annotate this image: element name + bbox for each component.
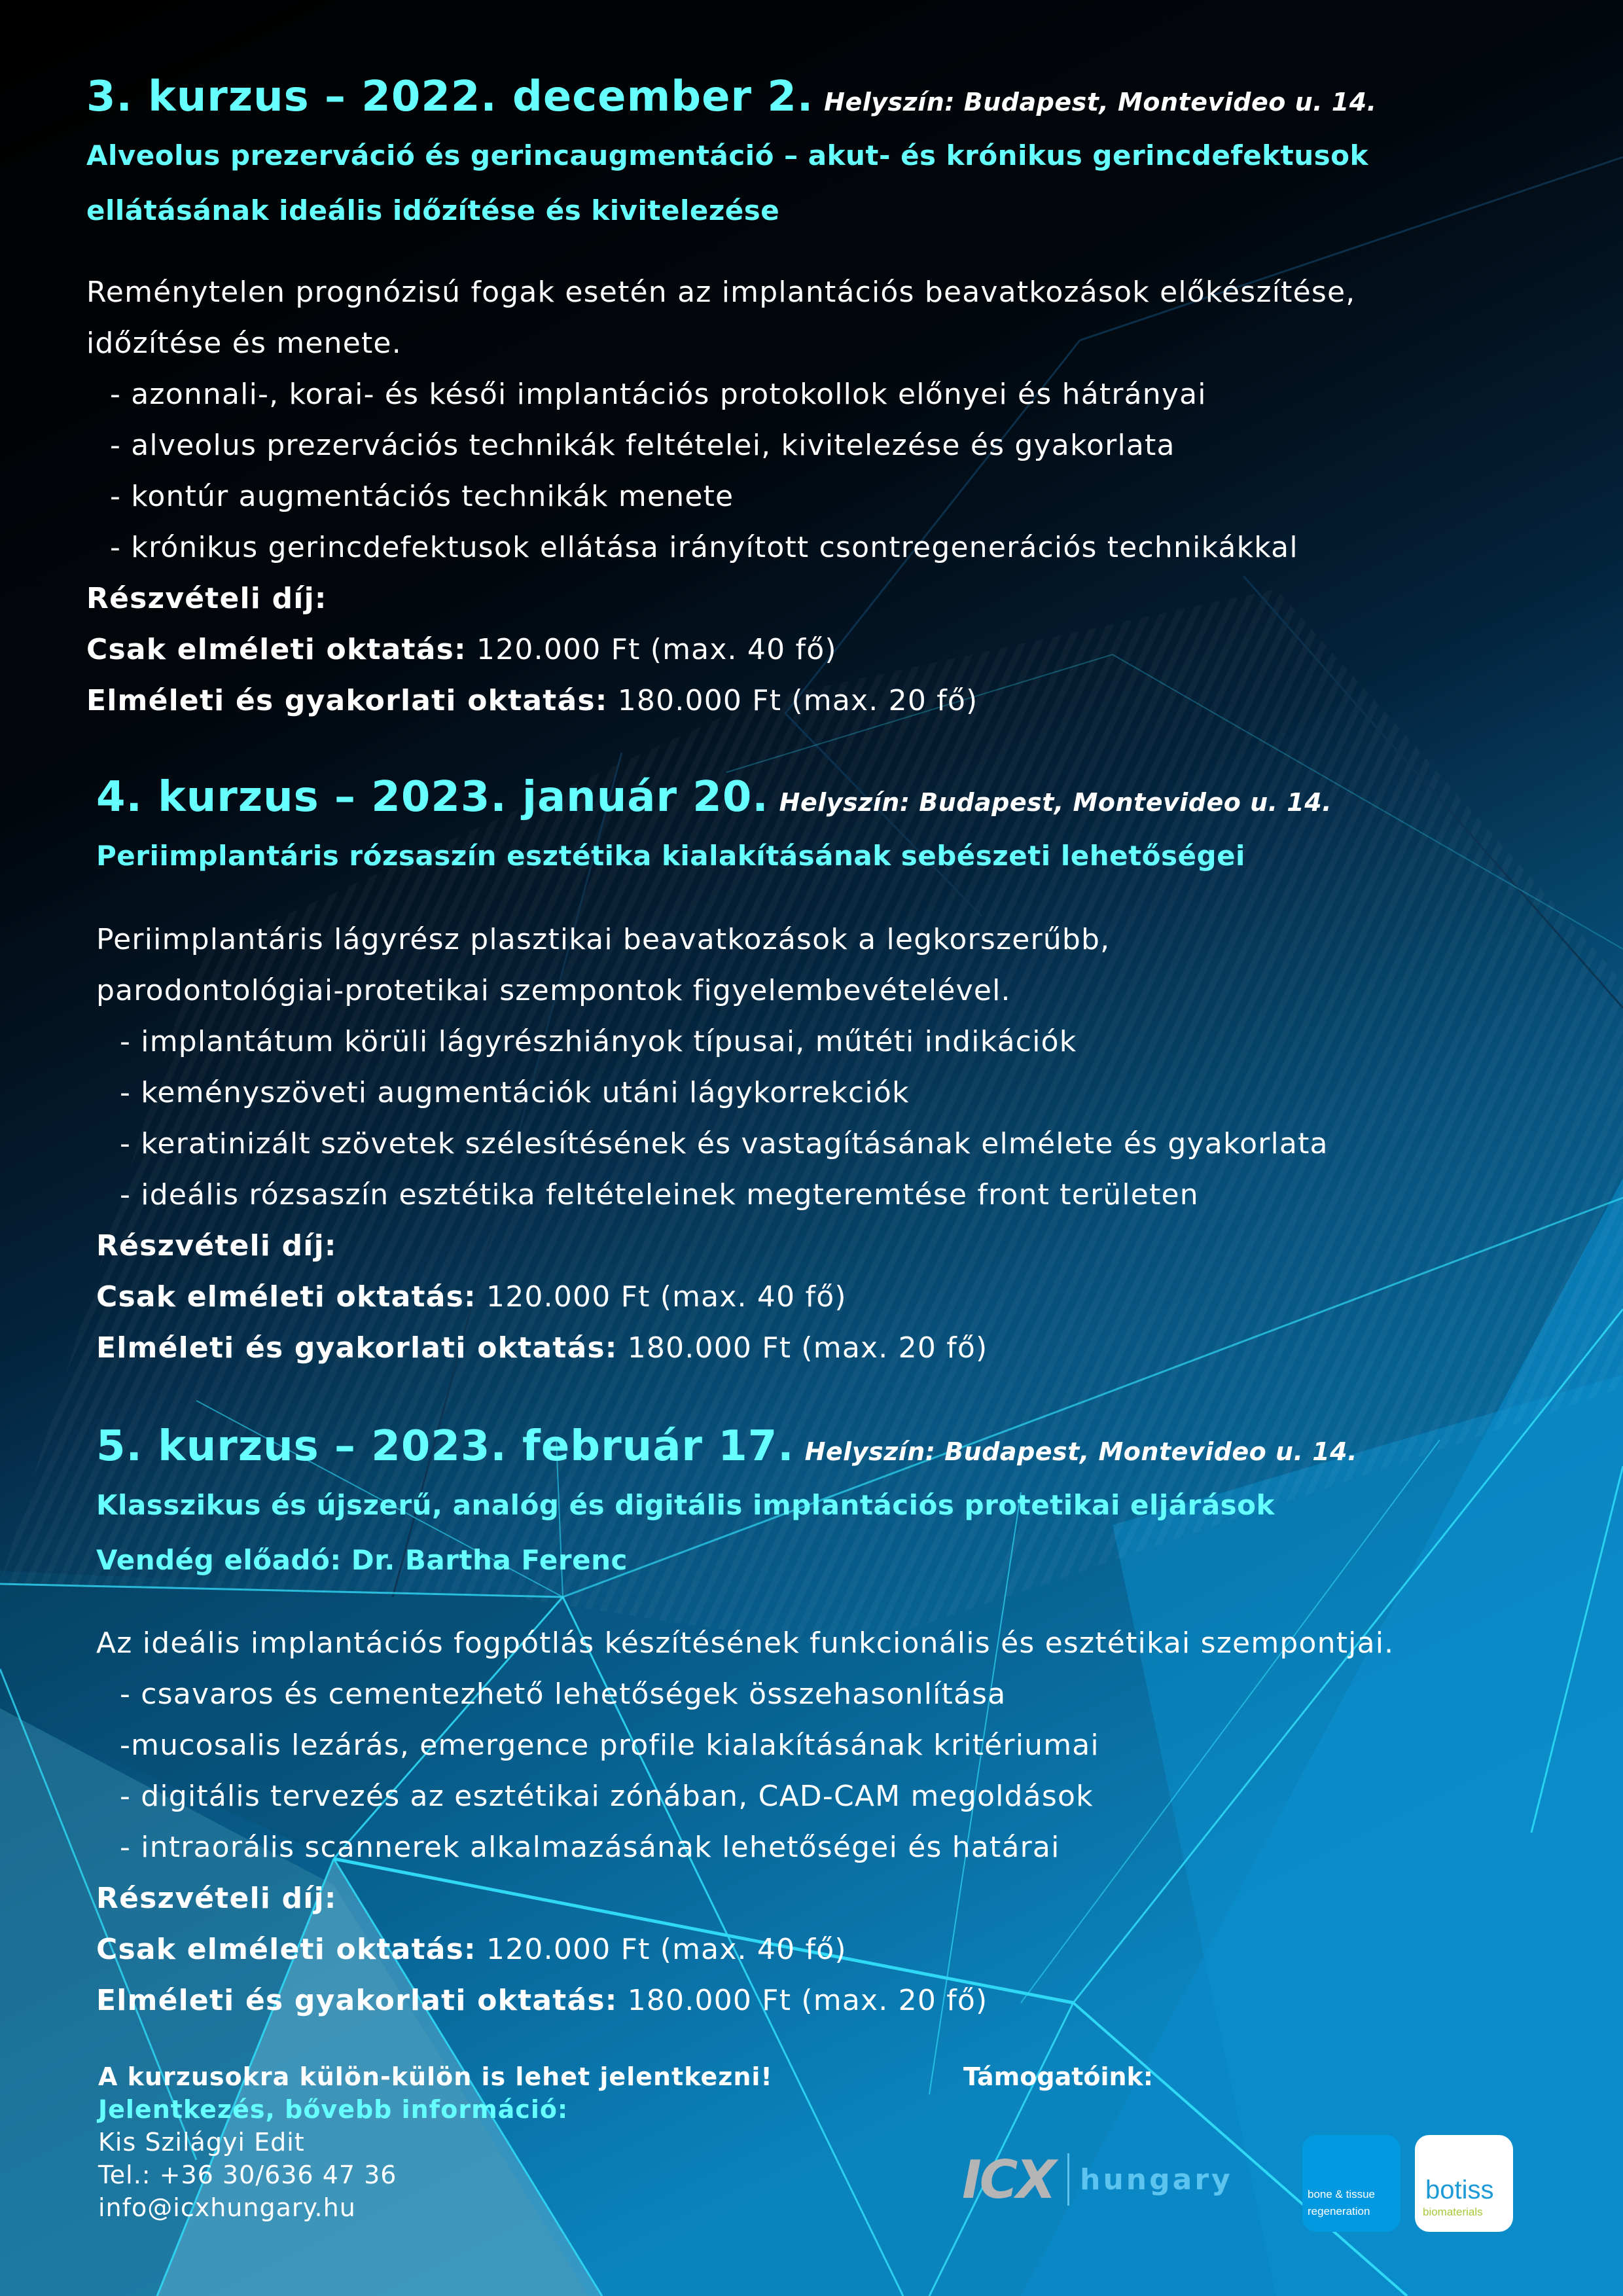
course-date-heading: 3. kurzus – 2022. december 2. (86, 73, 814, 121)
course-date-heading: 4. kurzus – 2023. január 20. (96, 773, 769, 821)
list-item: - kontúr augmentációs technikák menete (110, 480, 734, 513)
list-item: - implantátum körüli lágyrészhiányok típusai, műtéti indikációk (120, 1025, 1077, 1058)
fee-row (96, 1975, 1394, 2026)
fee-heading: Részvételi díj: (96, 1882, 337, 1915)
contact-email[interactable]: info@icxhungary.hu (98, 2193, 356, 2222)
fee-value: 120.000 Ft (max. 40 fő) (466, 633, 837, 666)
course-title (86, 71, 1377, 128)
course-body (96, 1618, 1394, 2026)
botiss-tagline-line: regeneration (1308, 2205, 1370, 2217)
subtitle-line: Alveolus prezerváció és gerincaugmentáció – akut- és krónikus gerincdefektusok (86, 139, 1368, 171)
fee-value: 180.000 Ft (max. 20 fő) (617, 1984, 988, 2017)
list-item: -mucosalis lezárás, emergence profile kialakításának kritériumai (120, 1729, 1099, 1762)
contact-block (98, 2060, 773, 2224)
list-item: - azonnali-, korai- és késői implantációs protokollok előnyei és hátrányai (110, 378, 1207, 411)
course-subtitle (96, 829, 1245, 884)
subtitle-line: Klasszikus és újszerű, analóg és digitális implantációs protetikai eljárások (96, 1489, 1275, 1521)
separate-registration-note: A kurzusokra külön-külön is lehet jelentkezni! (98, 2062, 773, 2091)
intro-line: Periimplantáris lágyrész plasztikai beavatkozások a legkorszerűbb, (96, 923, 1111, 956)
course-title (96, 771, 1332, 829)
subtitle-line: Periimplantáris rózsaszín esztétika kialakításának sebészeti lehetőségei (96, 840, 1245, 872)
icx-logo-word: hungary (1080, 2162, 1233, 2197)
fee-value: 180.000 Ft (max. 20 fő) (617, 1331, 988, 1365)
fee-row (96, 1272, 1329, 1323)
fee-label: Elméleti és gyakorlati oktatás: (86, 684, 608, 717)
course-location: Helyszín: Budapest, Montevideo u. 14. (824, 88, 1377, 117)
fee-row (86, 675, 1355, 726)
fee-label: Elméleti és gyakorlati oktatás: (96, 1984, 618, 2017)
fee-value: 180.000 Ft (max. 20 fő) (607, 684, 978, 717)
list-item: - keményszöveti augmentációk utáni lágykorrekciók (120, 1076, 910, 1109)
list-item: - csavaros és cementezhető lehetőségek összehasonlítása (120, 1677, 1007, 1711)
fee-label: Csak elméleti oktatás: (96, 1933, 476, 1966)
botiss-sub: biomaterials (1423, 2206, 1483, 2218)
list-item: - digitális tervezés az esztétikai zónában, CAD-CAM megoldások (120, 1780, 1094, 1813)
course-subtitle (96, 1478, 1275, 1588)
intro-line: Reménytelen prognózisú fogak esetén az implantációs beavatkozások előkészítése, (86, 276, 1356, 309)
course-body (86, 267, 1355, 726)
fee-value: 120.000 Ft (max. 40 fő) (476, 1933, 847, 1966)
fee-row (96, 1323, 1329, 1374)
fee-heading: Részvételi díj: (96, 1229, 337, 1263)
icx-hungary-logo (962, 2150, 1233, 2209)
fee-label: Csak elméleti oktatás: (96, 1280, 476, 1314)
course-title (96, 1420, 1357, 1478)
list-item: - intraorális scannerek alkalmazásának lehetőségei és határai (120, 1831, 1060, 1864)
intro-line: parodontológiai-protetikai szempontok figyelembevételével. (96, 974, 1011, 1007)
fee-label: Elméleti és gyakorlati oktatás: (96, 1331, 618, 1365)
intro-line: Az ideális implantációs fogpótlás készítésének funkcionális és esztétikai szempontjai. (96, 1626, 1395, 1660)
botiss-logo (1415, 2135, 1513, 2232)
contact-phone[interactable]: Tel.: +36 30/636 47 36 (98, 2161, 397, 2189)
course-date-heading: 5. kurzus – 2023. február 17. (96, 1422, 794, 1471)
botiss-tagline (1308, 2186, 1375, 2220)
fee-row (96, 1924, 1394, 1975)
course-body (96, 914, 1329, 1374)
list-item: - alveolus prezervációs technikák feltételei, kivitelezése és gyakorlata (110, 429, 1175, 462)
list-item: - ideális rózsaszín esztétika feltételeinek megteremtése front területen (120, 1178, 1199, 1211)
botiss-name: botiss (1425, 2176, 1494, 2204)
contact-name: Kis Szilágyi Edit (98, 2128, 305, 2157)
intro-line: időzítése és menete. (86, 327, 402, 360)
list-item: - keratinizált szövetek szélesítésének és vastagításának elmélete és gyakorlata (120, 1127, 1329, 1160)
fee-label: Csak elméleti oktatás: (86, 633, 467, 666)
fee-heading: Részvételi díj: (86, 582, 327, 615)
botiss-tagline-logo (1302, 2135, 1400, 2232)
list-item: - krónikus gerincdefektusok ellátása irányított csontregenerációs technikákkal (110, 531, 1298, 564)
icx-logo-mark: ICX (962, 2149, 1055, 2210)
fee-row (86, 624, 1355, 675)
contact-heading: Jelentkezés, bővebb információ: (98, 2095, 569, 2124)
course-location: Helyszín: Budapest, Montevideo u. 14. (779, 788, 1332, 817)
course-subtitle (86, 128, 1368, 238)
logo-divider (1067, 2153, 1069, 2206)
sponsors-label: Támogatóink: (963, 2062, 1154, 2091)
course-location: Helyszín: Budapest, Montevideo u. 14. (804, 1437, 1358, 1466)
fee-value: 120.000 Ft (max. 40 fő) (476, 1280, 847, 1314)
botiss-tagline-line: bone & tissue (1308, 2188, 1376, 2200)
guest-lecturer: Vendég előadó: Dr. Bartha Ferenc (96, 1544, 628, 1576)
subtitle-line: ellátásának ideális időzítése és kivitelezése (86, 194, 780, 226)
